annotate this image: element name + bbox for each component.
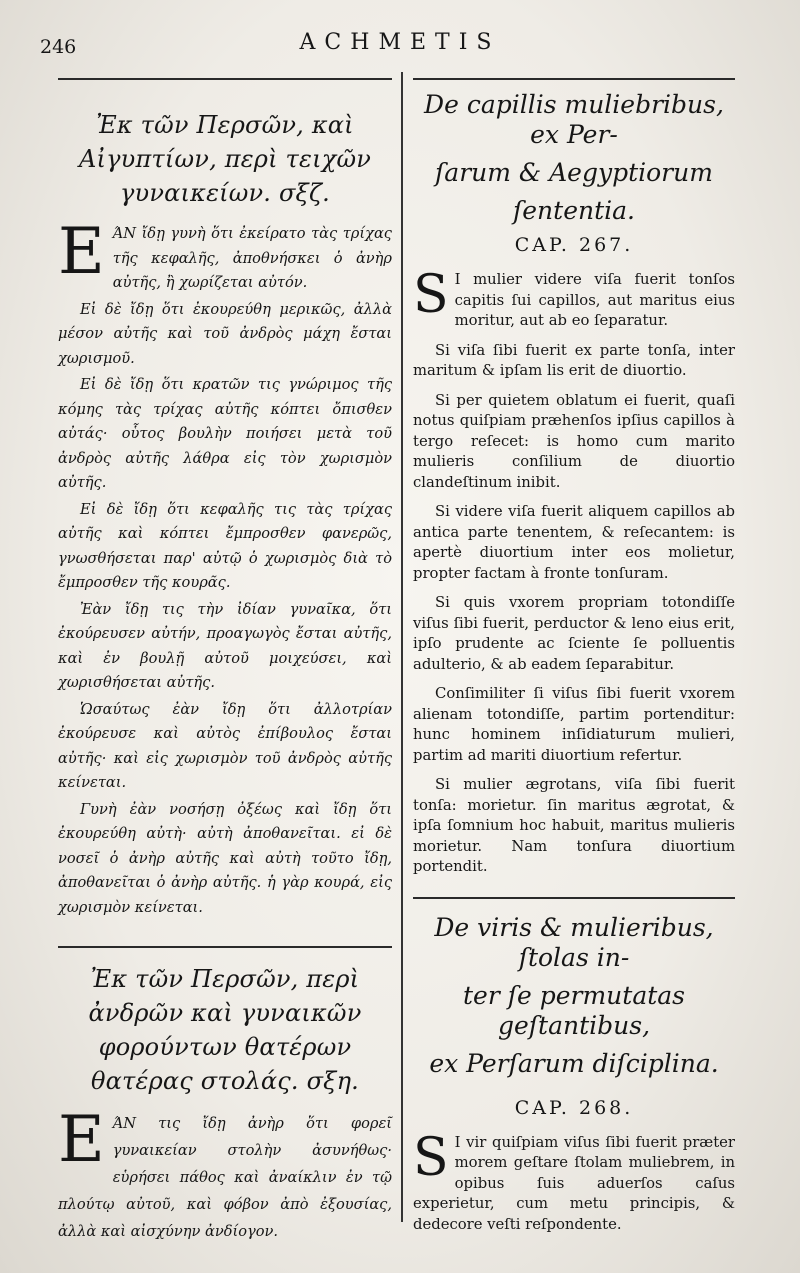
greek-paragraph: Ὡσαύτως ἐὰν ἴδῃ ὅτι ἀλλοτρίαν ἐκούρευσε καὶ αὐτὸς ἐπίβουλος ἔσται αὐτῆς· καὶ εἰς χωρισμὸν τοῦ ἀνδρὸς αὐτῆς κείνεται. — [58, 700, 392, 791]
latin-heading-2 — [413, 913, 735, 1079]
greek-paragraph: Ἐὰν ἴδῃ τις τὴν ἰδίαν γυναῖκα, ὅτι ἐκούρευσεν αὐτήν, προαγωγὸς ἔσται αὐτῆς, καὶ ἐν βουλῇ αὐτοῦ μοιχεύσει, καὶ χωρισθήσεται αὐτῆς. — [58, 600, 392, 691]
latin-heading-1 — [413, 90, 735, 226]
latin-paragraph: Si quis vxorem propriam totondiſſe viſus ſibi fuerit, perductor & leno eius erit, ipſo prudente ac ſciente ſe polluentis adulterio, & ab eadem ſeparabitur. — [413, 594, 735, 673]
chapter-number: CAP. 267. — [514, 234, 634, 256]
section-rule — [413, 897, 735, 899]
latin-paragraph: Si per quietem oblatum ei fuerit, quaſi notus quiſpiam præhenſos ipſius capillos à tergo reſecet: is homo cum marito mulieris conſilium de diuortio clandeſtinum inibit. — [413, 391, 735, 491]
running-head — [0, 30, 800, 60]
heading-line: ſarum & Aegyptiorum — [435, 158, 713, 187]
greek-section-2 — [58, 1103, 392, 1245]
latin-section-1 — [413, 265, 735, 878]
greek-paragraph: Εἰ δὲ ἴδῃ ὅτι κρατῶν τις γνώριμος τῆς κόμης τὰς τρίχας αὐτῆς κόπτει ὄπισθεν αὐτάς· οὗτος βουλὴν ποιήσει μετὰ τοῦ ἀνδρὸς αὐτῆς λάθρα εἰς τὸν χωρισμὸν αὐτῆς. — [58, 376, 392, 491]
section-rule — [58, 946, 392, 948]
drop-capital: S — [413, 265, 449, 325]
heading-line: De capillis muliebribus, ex Per- — [424, 90, 724, 149]
drop-capital: E — [58, 1103, 105, 1177]
latin-section-2 — [413, 1127, 735, 1236]
drop-capital: S — [413, 1127, 449, 1188]
greek-heading-1: Ἐκ τῶν Περσῶν, καὶ Αἰγυπτίων, περὶ τειχῶν γυναικείων. σξζ. — [78, 111, 372, 207]
greek-column — [58, 78, 392, 1247]
greek-paragraph: Εἰ δὲ ἴδῃ ὅτι κεφαλῆς τις τὰς τρίχας αὐτῆς καὶ κόπτει ἔμπροσθεν φανερῶς, γνωσθήσεται παρ' αὐτῷ ὁ χωρισμὸς διὰ τὸ ἔμπροσθεν τῆς κουρᾶς. — [58, 500, 392, 591]
latin-paragraph: Si mulier ægrotans, viſa ſibi fuerit tonſa: morietur. ſin maritus ægrotat, & ipſa ſomnium hoc habuit, maritus mulieris morietur. Nam tonſura diuortium portendit. — [413, 776, 735, 875]
greek-paragraph: Γυνὴ ἐὰν νοσήσῃ ὀξέως καὶ ἴδῃ ὅτι ἐκουρεύθη αὐτὴ· αὐτὴ ἀποθανεῖται. εἰ δὲ νοσεῖ ὁ ἀνὴρ αὐτῆς καὶ αὐτὴ τοῦτο ἴδῃ, ἀποθανεῖται ὁ ἀνὴρ αὐτῆς. ἡ γὰρ κουρά, εἰς χωρισμὸν κείνεται. — [58, 800, 392, 916]
latin-column — [413, 78, 735, 1244]
heading-line: ſententia. — [513, 196, 635, 225]
running-title: ACHMETIS — [299, 30, 501, 55]
latin-paragraph: S I vir quiſpiam viſus ſibi fuerit præter morem geſtare ſtolam muliebrem, in opibus ſuis aduerſos caſus experietur, cum metu principis, & dedecore veſti reſpondente. — [413, 1127, 735, 1233]
chapter-number: CAP. 268. — [514, 1096, 634, 1119]
latin-paragraph: Si viſa ſibi fuerit ex parte tonſa, inter maritum & ipſam lis erit de diuortio. — [413, 341, 735, 379]
latin-paragraph: Conſimiliter ſi viſus ſibi fuerit vxorem alienam totondiſſe, partim portenditur: hunc hominem inſidiaturum mulieri, partim ad mariti diuortium refertur. — [413, 685, 735, 764]
greek-section-1 — [58, 215, 392, 920]
greek-heading-2: Ἐκ τῶν Περσῶν, περὶ ἀνδρῶν καὶ γυναικῶν φορούντων θατέρων θατέρας στολάς. σξη. — [88, 965, 362, 1095]
column-divider — [401, 72, 403, 1222]
page-number: 246 — [40, 36, 77, 58]
greek-paragraph: EΆΝ ἴδῃ γυνὴ ὅτι ἐκείρατο τὰς τρίχας τῆς κεφαλῆς, ἀποθνήσκει ὁ ἀνὴρ αὐτῆς, ἢ χωρίζεται αὐτόν. — [58, 215, 392, 291]
greek-paragraph: Εἰ δὲ ἴδῃ ὅτι ἐκουρεύθη μερικῶς, ἀλλὰ μέσον αὐτῆς καὶ τοῦ ἀνδρὸς μάχη ἔσται χωρισμοῦ. — [58, 300, 392, 367]
top-rule — [58, 78, 392, 80]
heading-line: De viris & mulieribus, ſtolas in- — [434, 912, 714, 972]
drop-capital: E — [58, 215, 105, 289]
heading-line: ex Perſarum diſciplina. — [429, 1048, 719, 1078]
greek-paragraph: EΆΝ τις ἴδῃ ἀνὴρ ὅτι φορεῖ γυναικείαν στολὴν ἀσυνήθως· εὑρήσει πάθος καὶ ἀναίκλιν ἐν τῷ πλούτῳ αὐτοῦ, καὶ φόβον ἀπὸ ἐξουσίας, ἀλλὰ καὶ αἰσχύνην ἀνδίογον. — [58, 1103, 392, 1240]
latin-paragraph: S I mulier videre viſa fuerit tonſos capitis ſui capillos, aut maritus eius moritur, aut ab eo ſeparatur. — [413, 265, 735, 329]
latin-paragraph: Si videre viſa fuerit aliquem capillos ab antica parte tenentem, & reſecantem: is apertè diuortium inter eos molietur, propter factam à fronte tonſuram. — [413, 503, 735, 582]
top-rule — [413, 78, 735, 80]
heading-line: ter ſe permutatas geſtantibus, — [462, 980, 686, 1040]
